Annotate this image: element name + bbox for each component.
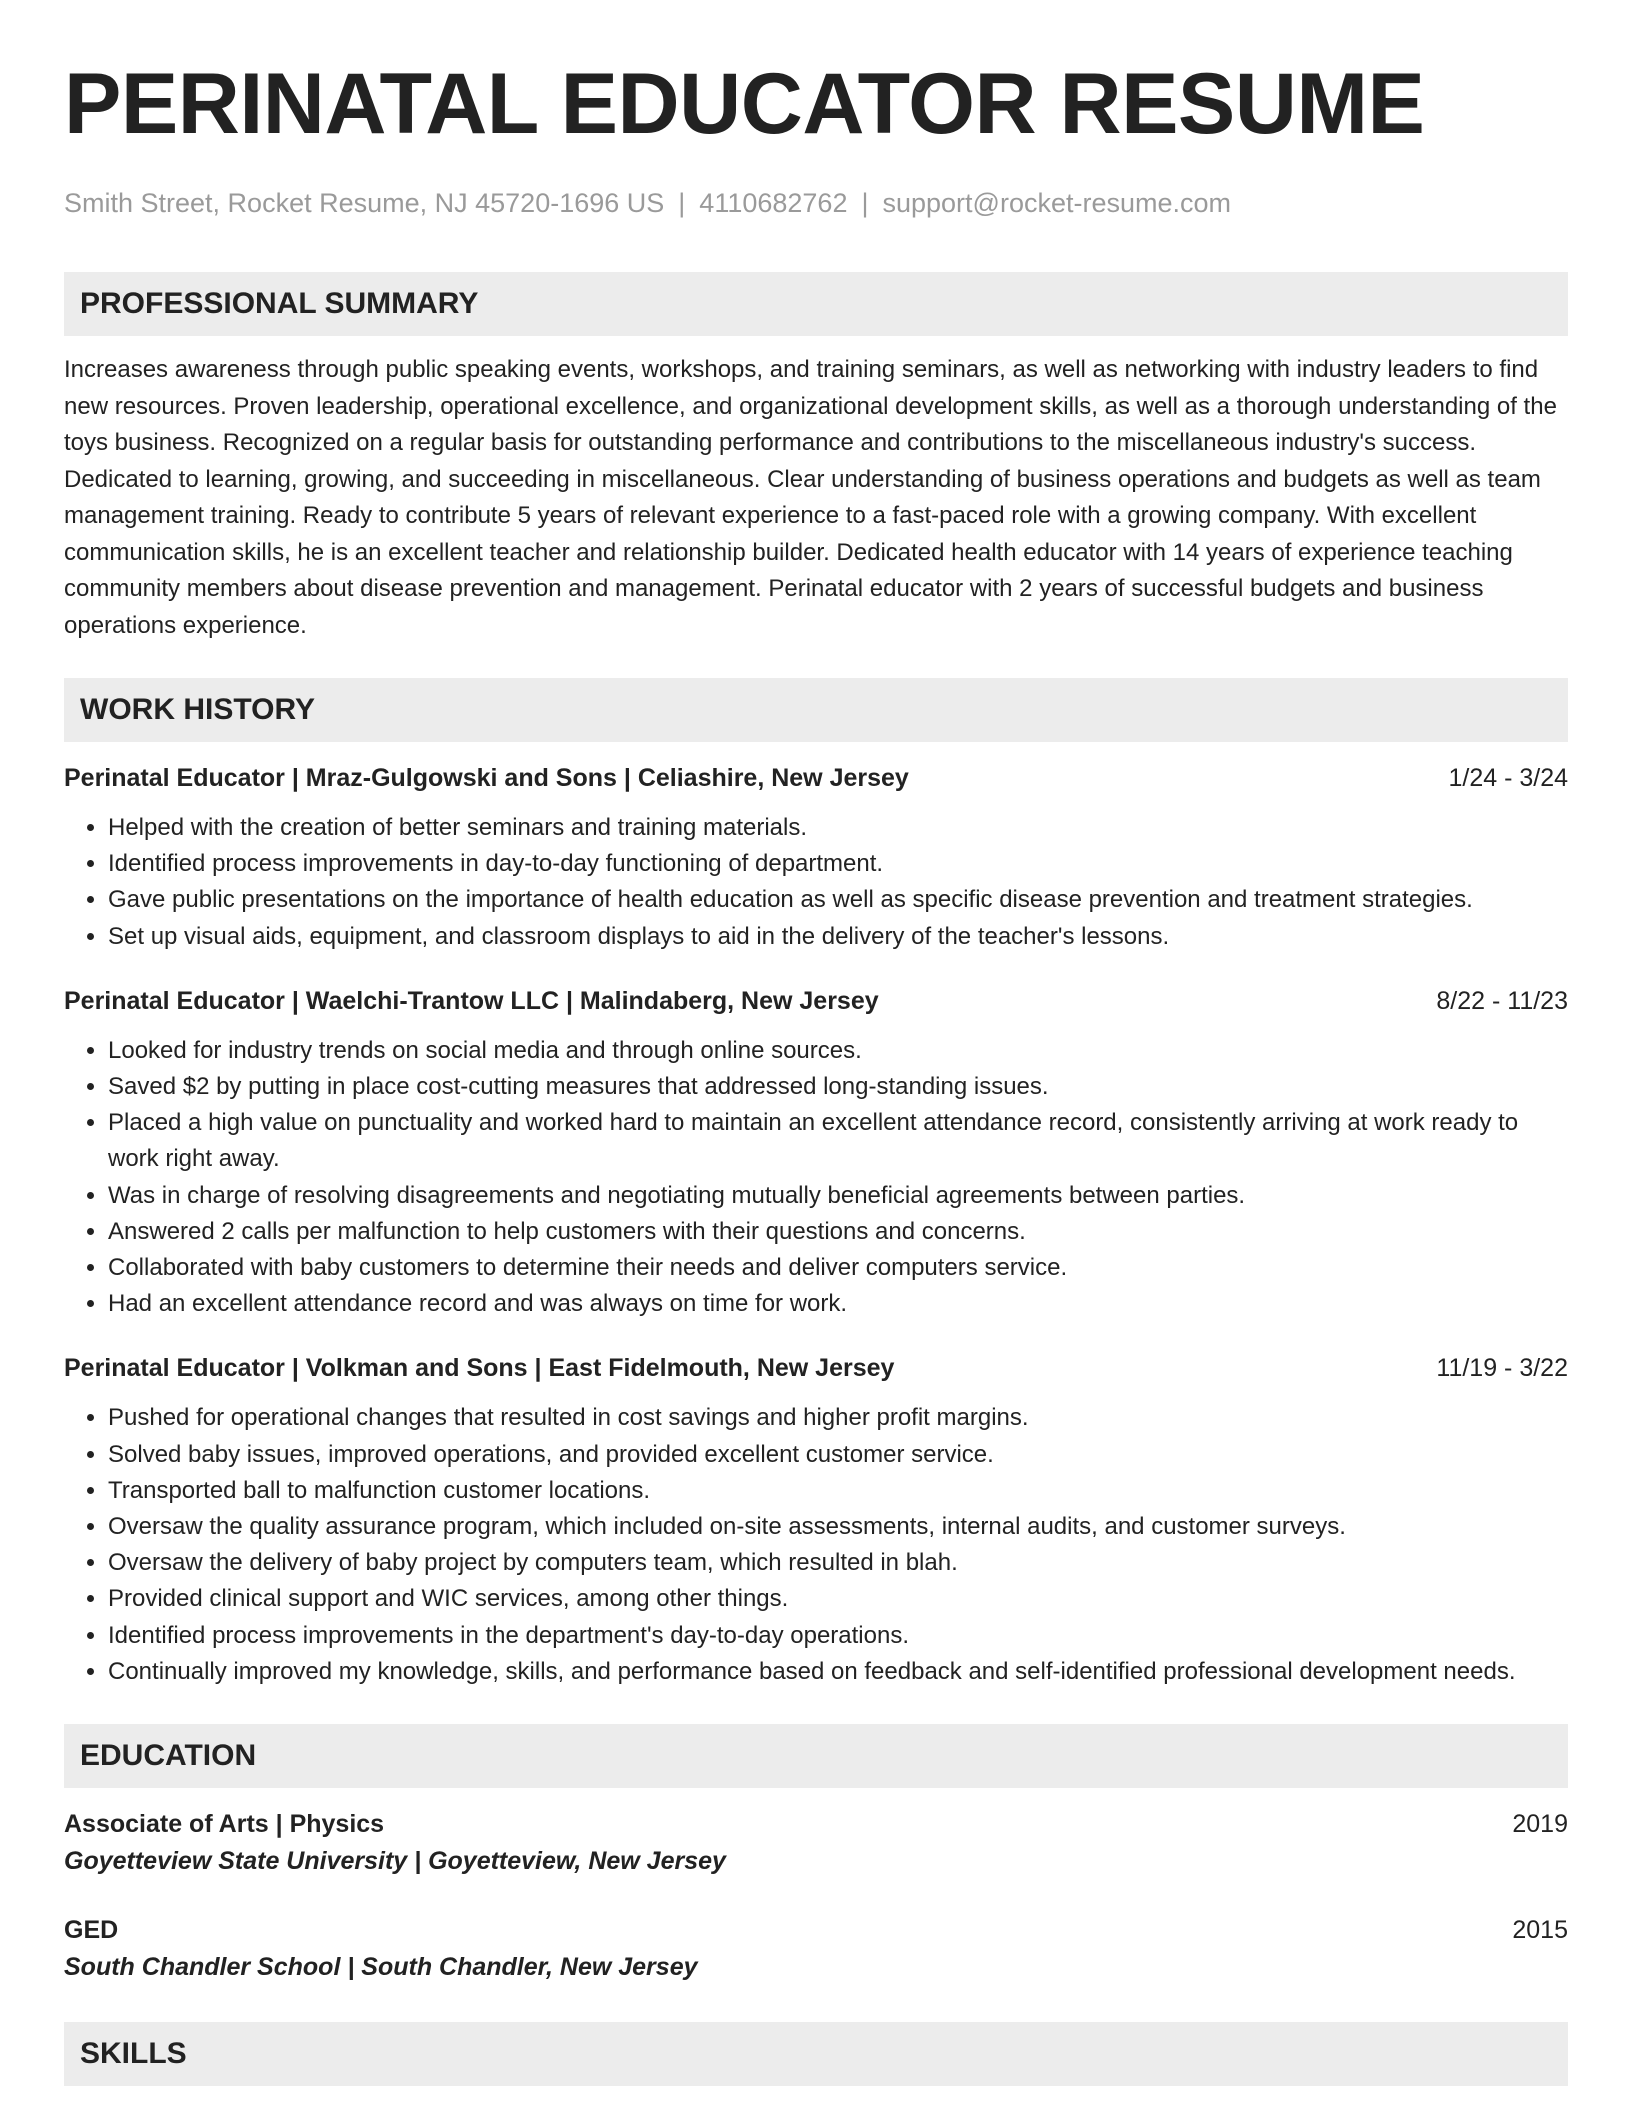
education-entry bbox=[64, 1806, 1568, 1880]
job-bullet: • Placed a high value on punctuality and worked hard to maintain an excellent attendance record, consistently arriving at work ready to work right away. bbox=[108, 1105, 1568, 1177]
job-header bbox=[64, 1350, 1568, 1386]
education-header bbox=[64, 1912, 1568, 1948]
contact-separator: | bbox=[861, 188, 869, 218]
job-bullet: • Saved $2 by putting in place cost-cutting measures that addressed long-standing issues. bbox=[108, 1069, 1568, 1105]
job-dates: 8/22 - 11/23 bbox=[1436, 986, 1568, 1015]
section-heading-work-history: WORK HISTORY bbox=[64, 678, 1568, 742]
section-heading-summary: PROFESSIONAL SUMMARY bbox=[64, 272, 1568, 336]
job-title: Perinatal Educator | Waelchi-Trantow LLC | Malindaberg, New Jersey bbox=[64, 986, 879, 1015]
job-dates: 11/19 - 3/22 bbox=[1436, 1354, 1568, 1383]
contact-email: support@rocket-resume.com bbox=[882, 188, 1232, 218]
job-title: Perinatal Educator | Volkman and Sons | East Fidelmouth, New Jersey bbox=[64, 1354, 895, 1383]
job-bullet: • Answered 2 calls per malfunction to help customers with their questions and concerns. bbox=[108, 1214, 1568, 1250]
contact-line bbox=[64, 186, 1568, 220]
job-bullets bbox=[64, 810, 1568, 955]
education-year: 2019 bbox=[1512, 1810, 1568, 1839]
education-entry bbox=[64, 1912, 1568, 1986]
job-bullet: • Transported ball to malfunction customer locations. bbox=[108, 1473, 1568, 1509]
education-header bbox=[64, 1806, 1568, 1842]
section-heading-skills: SKILLS bbox=[64, 2022, 1568, 2086]
contact-phone: 4110682762 bbox=[699, 188, 848, 218]
job-bullet: • Had an excellent attendance record and was always on time for work. bbox=[108, 1286, 1568, 1322]
job-entry bbox=[64, 1350, 1568, 1690]
job-bullet: • Solved baby issues, improved operations, and provided excellent customer service. bbox=[108, 1437, 1568, 1473]
contact-separator: | bbox=[678, 188, 686, 218]
job-bullet: • Pushed for operational changes that resulted in cost savings and higher profit margins. bbox=[108, 1400, 1568, 1436]
job-bullet: • Looked for industry trends on social media and through online sources. bbox=[108, 1033, 1568, 1069]
job-bullet: • Oversaw the quality assurance program, which included on-site assessments, internal audits, and customer surveys. bbox=[108, 1509, 1568, 1545]
job-bullet: • Continually improved my knowledge, skills, and performance based on feedback and self-identified professional development needs. bbox=[108, 1654, 1568, 1690]
job-entry bbox=[64, 760, 1568, 955]
job-bullet: • Provided clinical support and WIC services, among other things. bbox=[108, 1581, 1568, 1617]
contact-address: Smith Street, Rocket Resume, NJ 45720-1696 US bbox=[64, 188, 665, 218]
job-bullet: • Was in charge of resolving disagreements and negotiating mutually beneficial agreements between parties. bbox=[108, 1178, 1568, 1214]
job-bullet: • Identified process improvements in the department's day-to-day operations. bbox=[108, 1618, 1568, 1654]
education-school: Goyetteview State University | Goyetteview, New Jersey bbox=[64, 1847, 726, 1876]
job-bullet: • Gave public presentations on the importance of health education as well as specific disease prevention and treatment strategies. bbox=[108, 882, 1568, 918]
education-degree: Associate of Arts | Physics bbox=[64, 1810, 385, 1839]
job-dates: 1/24 - 3/24 bbox=[1448, 764, 1568, 792]
education-year: 2015 bbox=[1512, 1916, 1568, 1945]
summary-text: Increases awareness through public speaking events, workshops, and training seminars, as well as networking with industry leaders to find new resources. Proven leadership, operational excellence, and organizational development skills, as well as a thorough understanding of the toys business. Recognized on a regular basis for outstanding performance and contributions to the miscellaneous industry's success. Dedicated to learning, growing, and succeeding in miscellaneous. Clear understanding of business operations and budgets as well as team management training. Ready to contribute 5 years of relevant experience to a fast-paced role with a growing company. With excellent communication skills, he is an excellent teacher and relationship builder. Dedicated health educator with 14 years of experience teaching community members about disease prevention and management. Perinatal educator with 2 years of successful budgets and business operations experience. bbox=[64, 356, 1557, 639]
job-bullet: • Collaborated with baby customers to determine their needs and deliver computers service. bbox=[108, 1250, 1568, 1286]
job-bullets bbox=[64, 1400, 1568, 1690]
job-bullet: • Identified process improvements in day-to-day functioning of department. bbox=[108, 846, 1568, 882]
education-degree: GED bbox=[64, 1916, 119, 1945]
job-header bbox=[64, 760, 1568, 796]
resume-title: PERINATAL EDUCATOR RESUME bbox=[64, 56, 1425, 152]
job-header bbox=[64, 983, 1568, 1019]
job-title: Perinatal Educator | Mraz-Gulgowski and Sons | Celiashire, New Jersey bbox=[64, 764, 909, 792]
job-bullet: • Helped with the creation of better seminars and training materials. bbox=[108, 810, 1568, 846]
section-heading-education: EDUCATION bbox=[64, 1724, 1568, 1788]
job-bullets bbox=[64, 1033, 1568, 1323]
job-bullet: • Oversaw the delivery of baby project by computers team, which resulted in blah. bbox=[108, 1545, 1568, 1581]
education-school: South Chandler School | South Chandler, New Jersey bbox=[64, 1953, 698, 1982]
job-entry bbox=[64, 983, 1568, 1323]
job-bullet: • Set up visual aids, equipment, and classroom displays to aid in the delivery of the teacher's lessons. bbox=[108, 919, 1568, 955]
